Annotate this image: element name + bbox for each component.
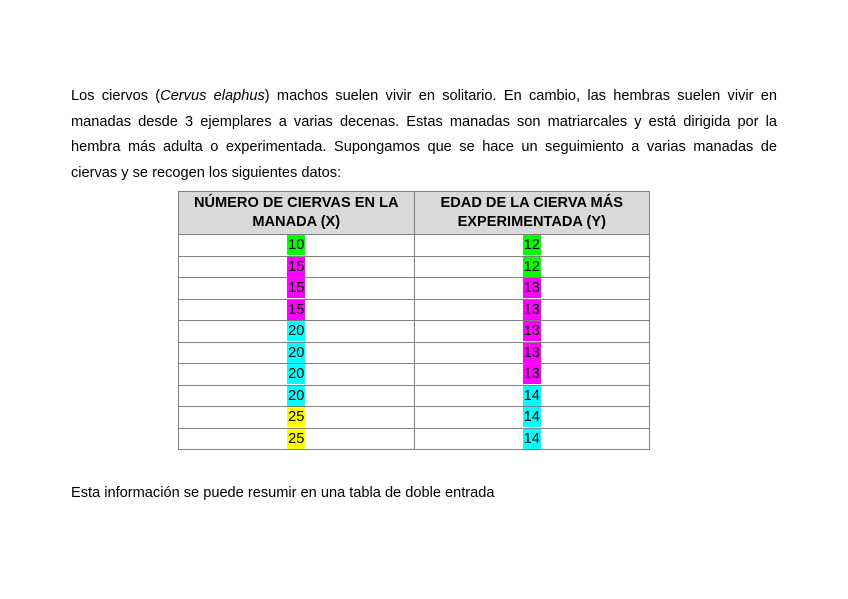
highlighted-value: 20 [288, 366, 305, 383]
table-row [179, 407, 650, 429]
table-row [179, 342, 650, 364]
cell-y [414, 342, 650, 364]
data-table [178, 191, 650, 450]
table-row [179, 364, 650, 386]
cell-y [414, 235, 650, 257]
highlighted-value: 13 [523, 280, 540, 297]
table-row [179, 235, 650, 257]
cell-x [179, 385, 415, 407]
table-row [179, 256, 650, 278]
cell-x [179, 321, 415, 343]
table-row [179, 428, 650, 450]
highlighted-value: 12 [523, 258, 540, 275]
highlighted-value: 15 [288, 258, 305, 275]
cell-x [179, 407, 415, 429]
highlighted-value: 15 [288, 301, 305, 318]
cell-y [414, 299, 650, 321]
table-header-row [179, 192, 650, 235]
closing-text: Esta información se puede resumir en una tabla de doble entrada [71, 485, 495, 501]
highlighted-value: 12 [523, 237, 540, 254]
cell-x [179, 235, 415, 257]
highlighted-value: 20 [288, 387, 305, 404]
cell-y [414, 278, 650, 300]
highlighted-value: 14 [523, 409, 540, 426]
cell-x [179, 256, 415, 278]
header-x: NÚMERO DE CIERVAS EN LA MANADA (X) [179, 192, 415, 235]
highlighted-value: 13 [523, 344, 540, 361]
highlighted-value: 13 [523, 366, 540, 383]
cell-y [414, 428, 650, 450]
cell-y [414, 385, 650, 407]
cell-x [179, 299, 415, 321]
table-row [179, 299, 650, 321]
table-row [179, 278, 650, 300]
header-y: EDAD DE LA CIERVA MÁS EXPERIMENTADA (Y) [414, 192, 650, 235]
highlighted-value: 13 [523, 323, 540, 340]
cell-y [414, 407, 650, 429]
highlighted-value: 20 [288, 344, 305, 361]
highlighted-value: 14 [523, 430, 540, 447]
highlighted-value: 20 [288, 323, 305, 340]
highlighted-value: 13 [523, 301, 540, 318]
table-body [179, 235, 650, 450]
cell-x [179, 278, 415, 300]
cell-x [179, 364, 415, 386]
highlighted-value: 25 [288, 409, 305, 426]
cell-y [414, 321, 650, 343]
intro-text-rest: ) machos suelen vivir en solitario. En cambio, las hembras suelen vivir en manadas desde 3 ejemplares a varias decenas. Estas manadas son matriarcales y está dirigida por la hembra más adulta o experimentada. Supongamos que se hace un seguimiento a varias manadas de ciervas y se recogen los siguientes datos: [71, 88, 777, 181]
cell-y [414, 364, 650, 386]
intro-text-start: Los ciervos ( [71, 88, 161, 104]
highlighted-value: 15 [288, 280, 305, 297]
species-name: Cervus elaphus [160, 88, 265, 104]
highlighted-value: 14 [523, 387, 540, 404]
table-row [179, 385, 650, 407]
cell-y [414, 256, 650, 278]
cell-x [179, 428, 415, 450]
highlighted-value: 25 [288, 430, 305, 447]
cell-x [179, 342, 415, 364]
table-row [179, 321, 650, 343]
highlighted-value: 10 [288, 237, 305, 254]
intro-paragraph [71, 84, 777, 186]
